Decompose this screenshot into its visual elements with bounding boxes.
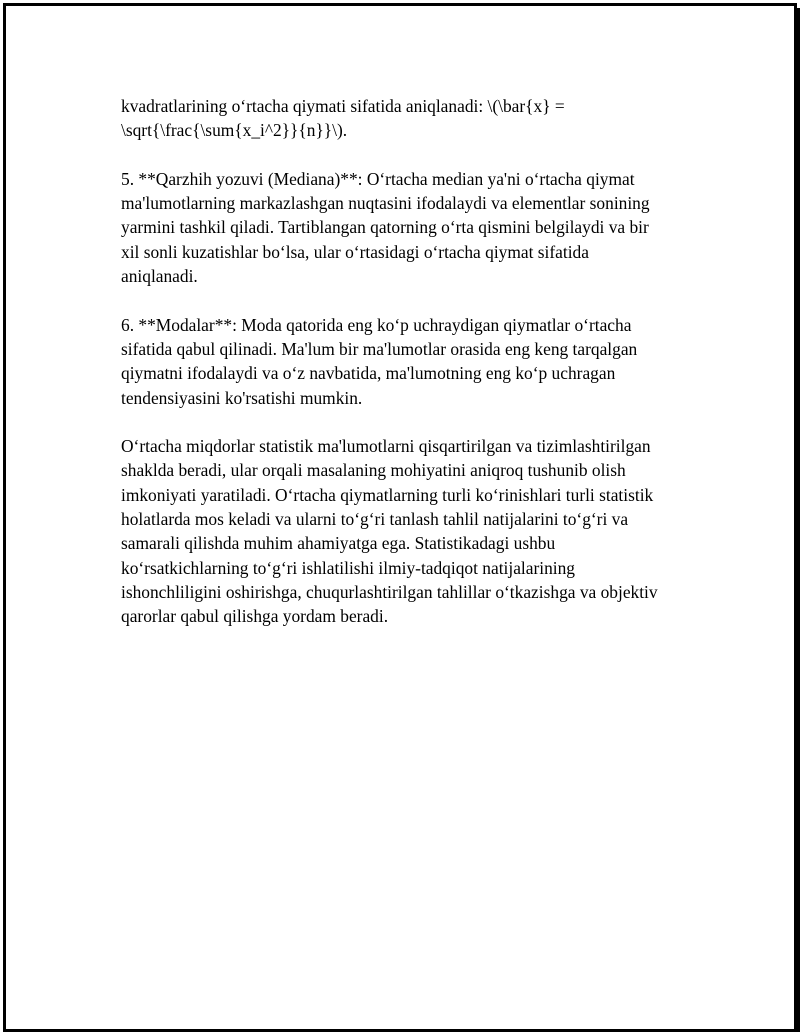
paragraph-median: 5. **Qarzhih yozuvi (Mediana)**: Oʻrtacha median ya'ni oʻrtacha qiymat ma'lumotlarning markazlashgan nuqtasini ifodalaydi va elementlar sonining yarmini tashkil qiladi. Tartiblangan qatorning oʻrta qismini belgilaydi va bir xil sonli kuzatishlar boʻlsa, ular oʻrtasidagi oʻrtacha qiymat sifatida aniqlanadi. xyxy=(121,168,650,287)
page-border xyxy=(3,3,797,1032)
paragraph-formula-continuation: kvadratlarining oʻrtacha qiymati sifatida aniqlanadi: \(\bar{x} = \sqrt{\frac{\sum{x_i^2}}{n}}\). xyxy=(121,96,565,141)
paragraph-conclusion: Oʻrtacha miqdorlar statistik ma'lumotlarni qisqartirilgan va tizimlashtirilgan shaklda beradi, ular orqali masalaning mohiyatini aniqroq tushunib olish imkoniyati yaratiladi. Oʻrtacha qiymatlarning turli koʻrinishlari turli statistik holatlarda mos keladi va ularni toʻgʻri tanlash tahlil natijalarini toʻgʻri va samarali qilishda muhim ahamiyatga ega. Statistikadagi ushbu koʻrsatkichlarning toʻgʻri ishlatilishi ilmiy-tadqiqot natijalarining ishonchliligini oshirishga, chuqurlashtirilgan tahlillar oʻtkazishga va objektiv qarorlar qabul qilishga yordam beradi. xyxy=(121,436,658,627)
paragraph-mode: 6. **Modalar**: Moda qatorida eng koʻp uchraydigan qiymatlar oʻrtacha sifatida qabul qilinadi. Ma'lum bir ma'lumotlar orasida eng keng tarqalgan qiymatni ifodalaydi va oʻz navbatida, ma'lumotning eng koʻp uchragan tendensiyasini ko'rsatishi mumkin. xyxy=(121,314,638,408)
document-body xyxy=(121,94,701,653)
